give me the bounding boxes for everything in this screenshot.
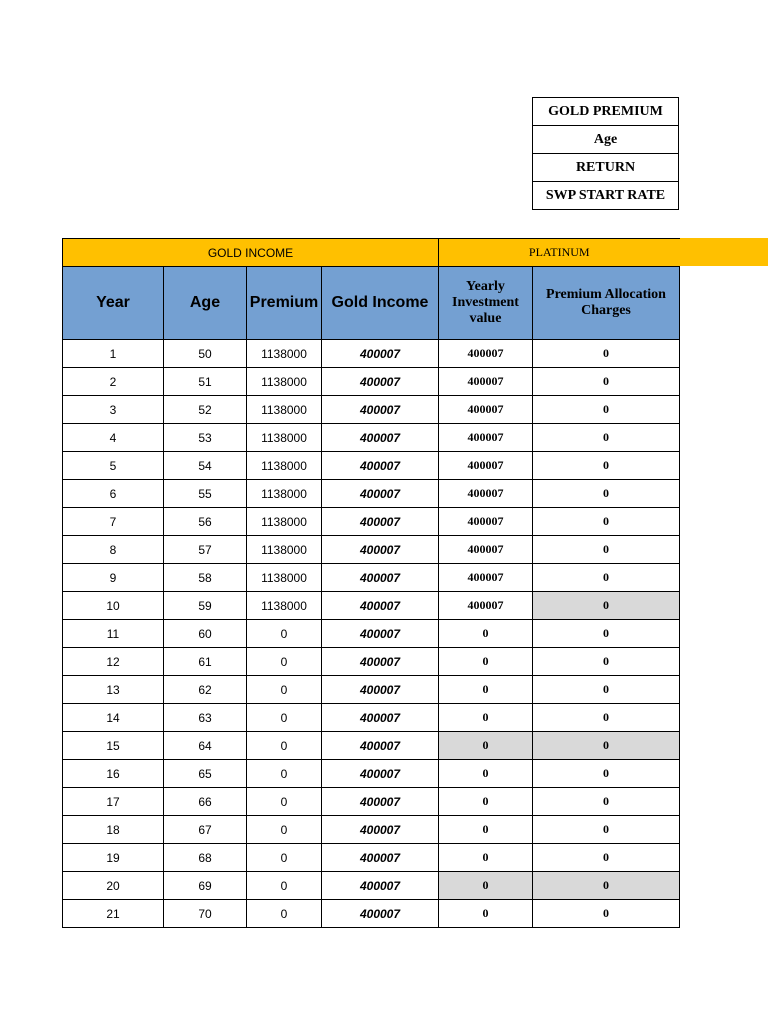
premium-cell[interactable]: 1138000 <box>247 480 322 508</box>
premium-allocation-cell[interactable]: 0 <box>533 872 680 900</box>
gold-income-cell[interactable]: 400007 <box>322 536 439 564</box>
age-cell[interactable]: 60 <box>164 620 247 648</box>
premium-allocation-cell[interactable]: 0 <box>533 788 680 816</box>
gold-income-cell[interactable]: 400007 <box>322 592 439 620</box>
age-cell[interactable]: 67 <box>164 816 247 844</box>
premium-allocation-cell[interactable]: 0 <box>533 592 680 620</box>
table-body <box>63 340 680 928</box>
table-row <box>63 844 680 872</box>
gold-income-cell[interactable]: 400007 <box>322 480 439 508</box>
yearly-investment-cell[interactable]: 0 <box>439 648 533 676</box>
yearly-investment-cell[interactable]: 0 <box>439 620 533 648</box>
band-row <box>63 239 680 267</box>
table-row <box>63 816 680 844</box>
gold-income-cell[interactable]: 400007 <box>322 732 439 760</box>
gold-income-cell[interactable]: 400007 <box>322 620 439 648</box>
gold-income-cell[interactable]: 400007 <box>322 340 439 368</box>
yearly-investment-cell[interactable]: 400007 <box>439 508 533 536</box>
year-cell[interactable]: 17 <box>63 788 164 816</box>
year-cell[interactable]: 14 <box>63 704 164 732</box>
premium-cell[interactable]: 1138000 <box>247 564 322 592</box>
year-cell[interactable]: 11 <box>63 620 164 648</box>
year-cell[interactable]: 4 <box>63 424 164 452</box>
age-cell[interactable]: 62 <box>164 676 247 704</box>
yearly-investment-cell[interactable]: 400007 <box>439 424 533 452</box>
table-row <box>63 396 680 424</box>
premium-cell[interactable]: 1138000 <box>247 508 322 536</box>
premium-cell[interactable]: 0 <box>247 816 322 844</box>
year-cell[interactable]: 18 <box>63 816 164 844</box>
premium-allocation-cell[interactable]: 0 <box>533 816 680 844</box>
premium-allocation-cell[interactable]: 0 <box>533 760 680 788</box>
year-cell[interactable]: 2 <box>63 368 164 396</box>
year-cell[interactable]: 20 <box>63 872 164 900</box>
year-cell[interactable]: 5 <box>63 452 164 480</box>
table-row <box>63 788 680 816</box>
gold-income-table <box>62 238 680 928</box>
premium-cell[interactable]: 1138000 <box>247 452 322 480</box>
yearly-investment-cell[interactable]: 0 <box>439 872 533 900</box>
year-cell[interactable]: 13 <box>63 676 164 704</box>
table-row <box>63 536 680 564</box>
age-cell[interactable]: 64 <box>164 732 247 760</box>
yearly-investment-cell[interactable]: 0 <box>439 676 533 704</box>
premium-allocation-cell[interactable]: 0 <box>533 900 680 928</box>
gold-income-cell[interactable]: 400007 <box>322 368 439 396</box>
header-age[interactable]: Age <box>164 267 247 340</box>
year-cell[interactable]: 8 <box>63 536 164 564</box>
header-yearly-investment-value[interactable]: Yearly Investment value <box>439 267 533 340</box>
info-box <box>532 97 679 210</box>
age-cell[interactable]: 61 <box>164 648 247 676</box>
year-cell[interactable]: 12 <box>63 648 164 676</box>
yearly-investment-cell[interactable]: 400007 <box>439 480 533 508</box>
table-row <box>63 452 680 480</box>
premium-allocation-cell[interactable]: 0 <box>533 564 680 592</box>
yearly-investment-cell[interactable]: 400007 <box>439 592 533 620</box>
year-cell[interactable]: 7 <box>63 508 164 536</box>
premium-cell[interactable]: 0 <box>247 704 322 732</box>
yearly-investment-cell[interactable]: 400007 <box>439 564 533 592</box>
gold-income-cell[interactable]: 400007 <box>322 900 439 928</box>
age-cell[interactable]: 56 <box>164 508 247 536</box>
info-gold-premium[interactable]: GOLD PREMIUM <box>533 98 679 126</box>
premium-allocation-cell[interactable]: 0 <box>533 340 680 368</box>
age-cell[interactable]: 53 <box>164 424 247 452</box>
yearly-investment-cell[interactable]: 0 <box>439 760 533 788</box>
premium-allocation-cell[interactable]: 0 <box>533 536 680 564</box>
yearly-investment-cell[interactable]: 400007 <box>439 536 533 564</box>
premium-cell[interactable]: 1138000 <box>247 424 322 452</box>
premium-cell[interactable]: 0 <box>247 900 322 928</box>
premium-allocation-cell[interactable]: 0 <box>533 452 680 480</box>
yearly-investment-cell[interactable]: 400007 <box>439 396 533 424</box>
premium-allocation-cell[interactable]: 0 <box>533 508 680 536</box>
header-row <box>63 267 680 340</box>
premium-cell[interactable]: 0 <box>247 620 322 648</box>
table-row <box>63 648 680 676</box>
yearly-investment-cell[interactable]: 400007 <box>439 340 533 368</box>
premium-cell[interactable]: 1138000 <box>247 536 322 564</box>
yearly-investment-cell[interactable]: 400007 <box>439 452 533 480</box>
table-row <box>63 340 680 368</box>
gold-income-cell[interactable]: 400007 <box>322 564 439 592</box>
premium-allocation-cell[interactable]: 0 <box>533 424 680 452</box>
premium-allocation-cell[interactable]: 0 <box>533 620 680 648</box>
premium-cell[interactable]: 1138000 <box>247 396 322 424</box>
table-row <box>63 676 680 704</box>
yearly-investment-cell[interactable]: 0 <box>439 788 533 816</box>
gold-income-cell[interactable]: 400007 <box>322 844 439 872</box>
header-premium-allocation-charges[interactable]: Premium Allocation Charges <box>533 267 680 340</box>
yearly-investment-cell[interactable]: 400007 <box>439 368 533 396</box>
age-cell[interactable]: 65 <box>164 760 247 788</box>
table-row <box>63 872 680 900</box>
age-cell[interactable]: 50 <box>164 340 247 368</box>
header-premium[interactable]: Premium <box>247 267 322 340</box>
platinum-band[interactable]: PLATINUM <box>439 239 680 267</box>
table-row <box>63 704 680 732</box>
table-row <box>63 368 680 396</box>
year-cell[interactable]: 19 <box>63 844 164 872</box>
premium-allocation-cell[interactable]: 0 <box>533 844 680 872</box>
gold-income-cell[interactable]: 400007 <box>322 704 439 732</box>
age-cell[interactable]: 70 <box>164 900 247 928</box>
gold-income-cell[interactable]: 400007 <box>322 788 439 816</box>
premium-allocation-cell[interactable]: 0 <box>533 732 680 760</box>
yearly-investment-cell[interactable]: 0 <box>439 732 533 760</box>
year-cell[interactable]: 6 <box>63 480 164 508</box>
yearly-investment-cell[interactable]: 0 <box>439 844 533 872</box>
gold-income-band[interactable]: GOLD INCOME <box>63 239 439 267</box>
premium-allocation-cell[interactable]: 0 <box>533 704 680 732</box>
platinum-band-extension <box>679 238 768 266</box>
yearly-investment-cell[interactable]: 0 <box>439 900 533 928</box>
age-cell[interactable]: 69 <box>164 872 247 900</box>
header-gold-income[interactable]: Gold Income <box>322 267 439 340</box>
gold-income-cell[interactable]: 400007 <box>322 508 439 536</box>
gold-income-cell[interactable]: 400007 <box>322 452 439 480</box>
age-cell[interactable]: 58 <box>164 564 247 592</box>
premium-allocation-cell[interactable]: 0 <box>533 648 680 676</box>
info-return[interactable]: RETURN <box>533 154 679 182</box>
table-row <box>63 564 680 592</box>
age-cell[interactable]: 59 <box>164 592 247 620</box>
premium-cell[interactable]: 0 <box>247 872 322 900</box>
premium-cell[interactable]: 0 <box>247 676 322 704</box>
premium-cell[interactable]: 0 <box>247 648 322 676</box>
year-cell[interactable]: 15 <box>63 732 164 760</box>
age-cell[interactable]: 55 <box>164 480 247 508</box>
premium-cell[interactable]: 0 <box>247 844 322 872</box>
age-cell[interactable]: 68 <box>164 844 247 872</box>
age-cell[interactable]: 54 <box>164 452 247 480</box>
info-swp-start-rate[interactable]: SWP START RATE <box>533 182 679 210</box>
premium-cell[interactable]: 0 <box>247 732 322 760</box>
table-row <box>63 508 680 536</box>
table-row <box>63 760 680 788</box>
gold-income-cell[interactable]: 400007 <box>322 396 439 424</box>
premium-cell[interactable]: 1138000 <box>247 592 322 620</box>
yearly-investment-cell[interactable]: 0 <box>439 816 533 844</box>
gold-income-cell[interactable]: 400007 <box>322 424 439 452</box>
year-cell[interactable]: 10 <box>63 592 164 620</box>
gold-income-cell[interactable]: 400007 <box>322 816 439 844</box>
table-row <box>63 424 680 452</box>
premium-cell[interactable]: 0 <box>247 788 322 816</box>
table-row <box>63 480 680 508</box>
table-row <box>63 900 680 928</box>
yearly-investment-cell[interactable]: 0 <box>439 704 533 732</box>
year-cell[interactable]: 1 <box>63 340 164 368</box>
info-age[interactable]: Age <box>533 126 679 154</box>
premium-cell[interactable]: 0 <box>247 760 322 788</box>
age-cell[interactable]: 57 <box>164 536 247 564</box>
table-row <box>63 592 680 620</box>
premium-cell[interactable]: 1138000 <box>247 340 322 368</box>
gold-income-cell[interactable]: 400007 <box>322 648 439 676</box>
premium-allocation-cell[interactable]: 0 <box>533 396 680 424</box>
premium-cell[interactable]: 1138000 <box>247 368 322 396</box>
age-cell[interactable]: 66 <box>164 788 247 816</box>
premium-allocation-cell[interactable]: 0 <box>533 368 680 396</box>
gold-income-cell[interactable]: 400007 <box>322 676 439 704</box>
age-cell[interactable]: 51 <box>164 368 247 396</box>
age-cell[interactable]: 63 <box>164 704 247 732</box>
table-row <box>63 620 680 648</box>
year-cell[interactable]: 3 <box>63 396 164 424</box>
year-cell[interactable]: 21 <box>63 900 164 928</box>
gold-income-cell[interactable]: 400007 <box>322 760 439 788</box>
age-cell[interactable]: 52 <box>164 396 247 424</box>
year-cell[interactable]: 9 <box>63 564 164 592</box>
premium-allocation-cell[interactable]: 0 <box>533 480 680 508</box>
header-year[interactable]: Year <box>63 267 164 340</box>
gold-income-cell[interactable]: 400007 <box>322 872 439 900</box>
year-cell[interactable]: 16 <box>63 760 164 788</box>
table-row <box>63 732 680 760</box>
premium-allocation-cell[interactable]: 0 <box>533 676 680 704</box>
